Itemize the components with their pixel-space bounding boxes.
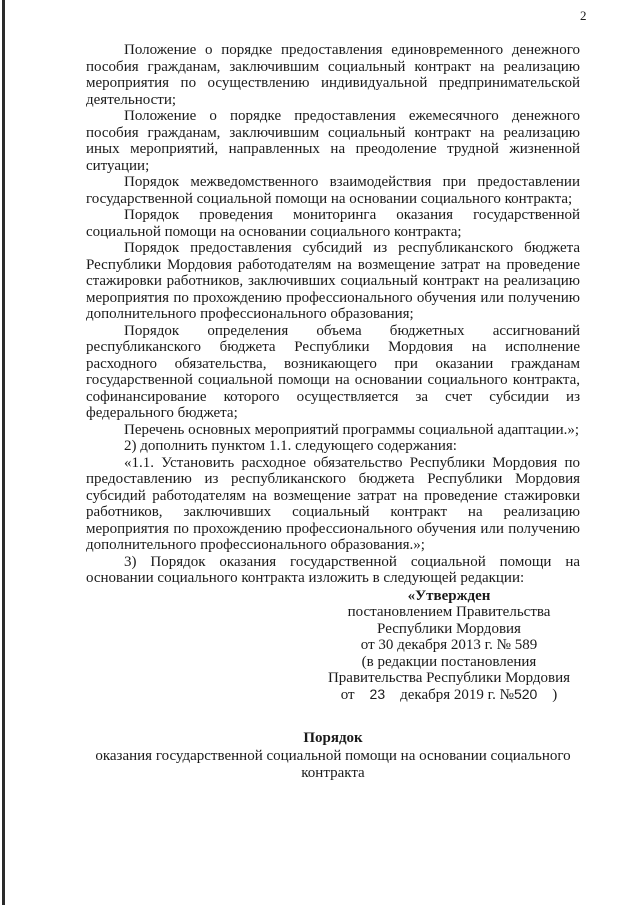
paragraph-subsidy-procedure: Порядок предоставления субсидий из республиканского бюджета Республики Мордовия работодателям на возмещение затрат на проведение стажировки работников, заключивших социальный контракт на реализацию мероприятия по прохождению профессионального обучения или получению дополнительного профессионального образования; (86, 240, 580, 322)
page-number: 2 (580, 8, 587, 23)
paragraph-item-2: 2) дополнить пунктом 1.1. следующего содержания: (124, 438, 457, 454)
document-subtitle: оказания государственной социальной помощи на основании социального контракта (95, 748, 571, 781)
paragraph-adaptation-list: Перечень основных мероприятий программы социальной адаптации.»; (124, 421, 580, 438)
approval-line-1: постановлением Правительства (347, 604, 551, 621)
approval-line-6 (318, 686, 580, 703)
approval-date-month-year: декабря 2019 г. № (400, 687, 514, 704)
paragraph-interagency-procedure: Порядок межведомственного взаимодействия при предоставлении государственной социальной помощи на основании социального контракта; (86, 174, 580, 207)
approval-date-prefix: от (340, 687, 355, 704)
approval-line-2: Республики Мордовия (377, 620, 521, 637)
document-title: Порядок (303, 730, 363, 746)
approval-line-5: Правительства Республики Мордовия (327, 670, 571, 687)
approval-closing-paren: ) (552, 687, 558, 704)
paragraph-item-3: 3) Порядок оказания государственной социальной помощи на основании социального контракта изложить в следующей редакции: (86, 553, 580, 586)
body-text (86, 42, 580, 587)
paragraph-clause-1-1: «1.1. Установить расходное обязательство Республики Мордовия по предоставлению из республиканского бюджета Республики Мордовия субсидий работодателям на возмещение затрат на проведение стажировки работников, заключивших социальный контракт на реализацию мероприятия по прохождению профессионального обучения или получению дополнительного профессионального образования.»; (86, 454, 580, 553)
approval-line-4: (в редакции постановления (361, 653, 537, 670)
approval-heading: «Утвержден (407, 588, 491, 604)
approval-date-day: 23 (369, 686, 386, 703)
approval-block (318, 588, 580, 704)
approval-line-3: от 30 декабря 2013 г. № 589 (360, 637, 538, 654)
paragraph-lump-sum-allowance: Положение о порядке предоставления единовременного денежного пособия гражданам, заключившим социальный контракт на реализацию мероприятия по осуществлению индивидуальной предпринимательской деятельности; (86, 42, 580, 108)
approval-resolution-number: 520 (513, 686, 538, 703)
paragraph-monitoring-procedure: Порядок проведения мониторинга оказания государственной социальной помощи на основании социального контракта; (86, 207, 580, 240)
paragraph-monthly-allowance: Положение о порядке предоставления ежемесячного денежного пособия гражданам, заключившим социальный контракт на реализацию иных мероприятий, направленных на преодоление трудной жизненной ситуации; (86, 108, 580, 174)
scan-edge (2, 0, 5, 905)
paragraph-budget-procedure: Порядок определения объема бюджетных ассигнований республиканского бюджета Республики Мордовия на исполнение расходного обязательства, возникающего при оказании гражданам государственной социальной помощи на основании социального контракта, софинансирование которого осуществляется за счет субсидии из федерального бюджета; (86, 322, 580, 421)
